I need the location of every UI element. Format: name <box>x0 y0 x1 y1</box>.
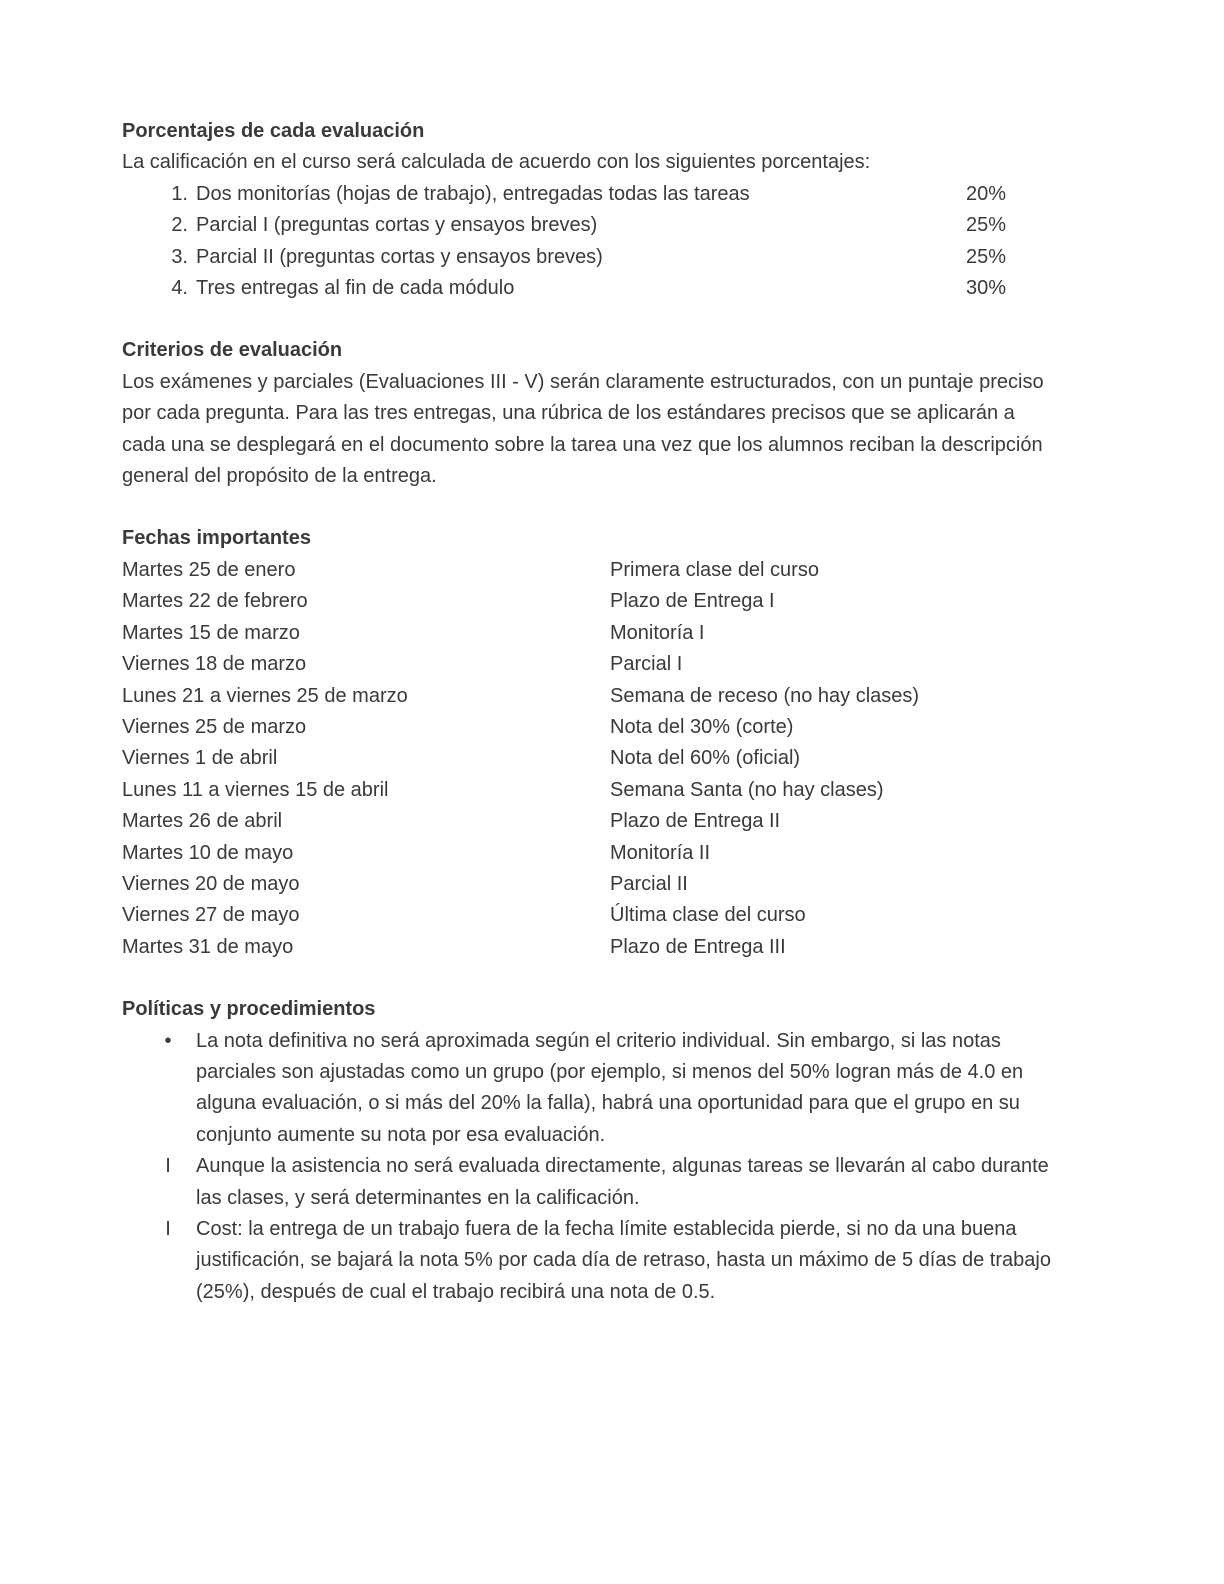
date-cell: Viernes 25 de marzo <box>122 715 307 738</box>
list-text: Tres entregas al fin de cada módulo <box>196 277 515 300</box>
bullet-marker: I <box>165 1155 171 1178</box>
list-item <box>122 1214 1062 1308</box>
date-cell: Viernes 18 de marzo <box>122 653 307 676</box>
event-cell: Semana Santa (no hay clases) <box>610 778 884 801</box>
event-cell: Parcial II <box>610 872 688 895</box>
list-percentage: 30% <box>966 277 1007 300</box>
date-cell: Martes 15 de marzo <box>122 621 300 644</box>
document-page <box>122 116 1062 1308</box>
event-cell: Última clase del curso <box>610 904 806 927</box>
list-percentage: 25% <box>966 245 1007 268</box>
event-cell: Nota del 30% (corte) <box>610 715 794 738</box>
date-row <box>122 806 1062 837</box>
event-cell: Plazo de Entrega I <box>610 590 775 613</box>
date-cell: Viernes 27 de mayo <box>122 904 300 927</box>
bullet-marker: • <box>164 1029 172 1052</box>
list-item <box>122 242 1062 273</box>
list-item <box>122 1151 1062 1214</box>
event-cell: Plazo de Entrega III <box>610 935 786 958</box>
section-heading-criteria: Criterios de evaluación <box>122 339 343 362</box>
criteria-body: Los exámenes y parciales (Evaluaciones III - V) serán claramente estructurados, con un puntaje preciso por cada pregunta. Para las tres entregas, una rúbrica de los estándares precisos que se aplicarán a cada una se desplegará en el documento sobre la tarea una vez que los alumnos reciban la descripción general del propósito de la entrega. <box>122 370 1044 488</box>
list-item <box>122 179 1062 210</box>
list-text: Parcial II (preguntas cortas y ensayos breves) <box>196 245 603 268</box>
event-cell: Primera clase del curso <box>610 558 819 581</box>
event-cell: Nota del 60% (oficial) <box>610 747 801 770</box>
section-heading-dates: Fechas importantes <box>122 527 311 550</box>
date-row <box>122 555 1062 586</box>
date-row <box>122 900 1062 931</box>
date-cell: Martes 10 de mayo <box>122 841 294 864</box>
date-cell: Martes 26 de abril <box>122 810 283 833</box>
section-heading-percentages: Porcentajes de cada evaluación <box>122 120 425 142</box>
policy-text: Aunque la asistencia no será evaluada directamente, algunas tareas se llevarán al cabo durante las clases, y será determinantes en la calificación. <box>196 1155 1049 1209</box>
list-item <box>122 1026 1062 1152</box>
policy-text: Cost: la entrega de un trabajo fuera de la fecha límite establecida pierde, si no da una buena justificación, se bajará la nota 5% por cada día de retraso, hasta un máximo de 5 días de trabajo (25%), después de cual el trabajo recibirá una nota de 0.5. <box>196 1218 1051 1303</box>
date-cell: Martes 25 de enero <box>122 558 296 581</box>
date-row <box>122 649 1062 680</box>
list-percentage: 25% <box>966 214 1007 237</box>
list-item <box>122 273 1062 304</box>
list-number: 1. <box>171 182 188 205</box>
date-row <box>122 743 1062 774</box>
policy-text: La nota definitiva no será aproximada según el criterio individual. Sin embargo, si las notas parciales son ajustadas como un grupo (por ejemplo, si menos del 50% logran más de 4.0 en alguna evaluación, o si más del 20% la falla), habrá una oportunidad para que el grupo en su conjunto aumente su nota por esa evaluación. <box>196 1029 1024 1146</box>
date-cell: Lunes 21 a viernes 25 de marzo <box>122 684 408 707</box>
policies-list <box>122 1026 1062 1309</box>
percentages-intro: La calificación en el curso será calculada de acuerdo con los siguientes porcentajes: <box>122 151 871 174</box>
date-row <box>122 932 1062 963</box>
date-cell: Viernes 1 de abril <box>122 747 278 770</box>
dates-list <box>122 555 1062 963</box>
event-cell: Plazo de Entrega II <box>610 810 781 833</box>
event-cell: Monitoría II <box>610 841 711 864</box>
event-cell: Semana de receso (no hay clases) <box>610 684 920 707</box>
list-number: 2. <box>171 214 188 237</box>
list-item <box>122 210 1062 241</box>
date-row <box>122 681 1062 712</box>
event-cell: Parcial I <box>610 653 683 676</box>
list-number: 3. <box>171 245 188 268</box>
date-cell: Martes 22 de febrero <box>122 590 308 613</box>
date-row <box>122 775 1062 806</box>
date-row <box>122 712 1062 743</box>
date-cell: Martes 31 de mayo <box>122 935 294 958</box>
date-row <box>122 586 1062 617</box>
list-text: Parcial I (preguntas cortas y ensayos breves) <box>196 214 598 237</box>
date-cell: Lunes 11 a viernes 15 de abril <box>122 778 389 801</box>
list-text: Dos monitorías (hojas de trabajo), entregadas todas las tareas <box>196 182 750 205</box>
bullet-marker: I <box>165 1218 171 1240</box>
list-number: 4. <box>171 277 188 300</box>
date-cell: Viernes 20 de mayo <box>122 872 300 895</box>
percentages-list <box>122 179 1062 305</box>
event-cell: Monitoría I <box>610 621 705 644</box>
list-percentage: 20% <box>966 182 1007 205</box>
date-row <box>122 869 1062 900</box>
date-row <box>122 838 1062 869</box>
date-row <box>122 618 1062 649</box>
section-heading-policies: Políticas y procedimientos <box>122 998 376 1021</box>
